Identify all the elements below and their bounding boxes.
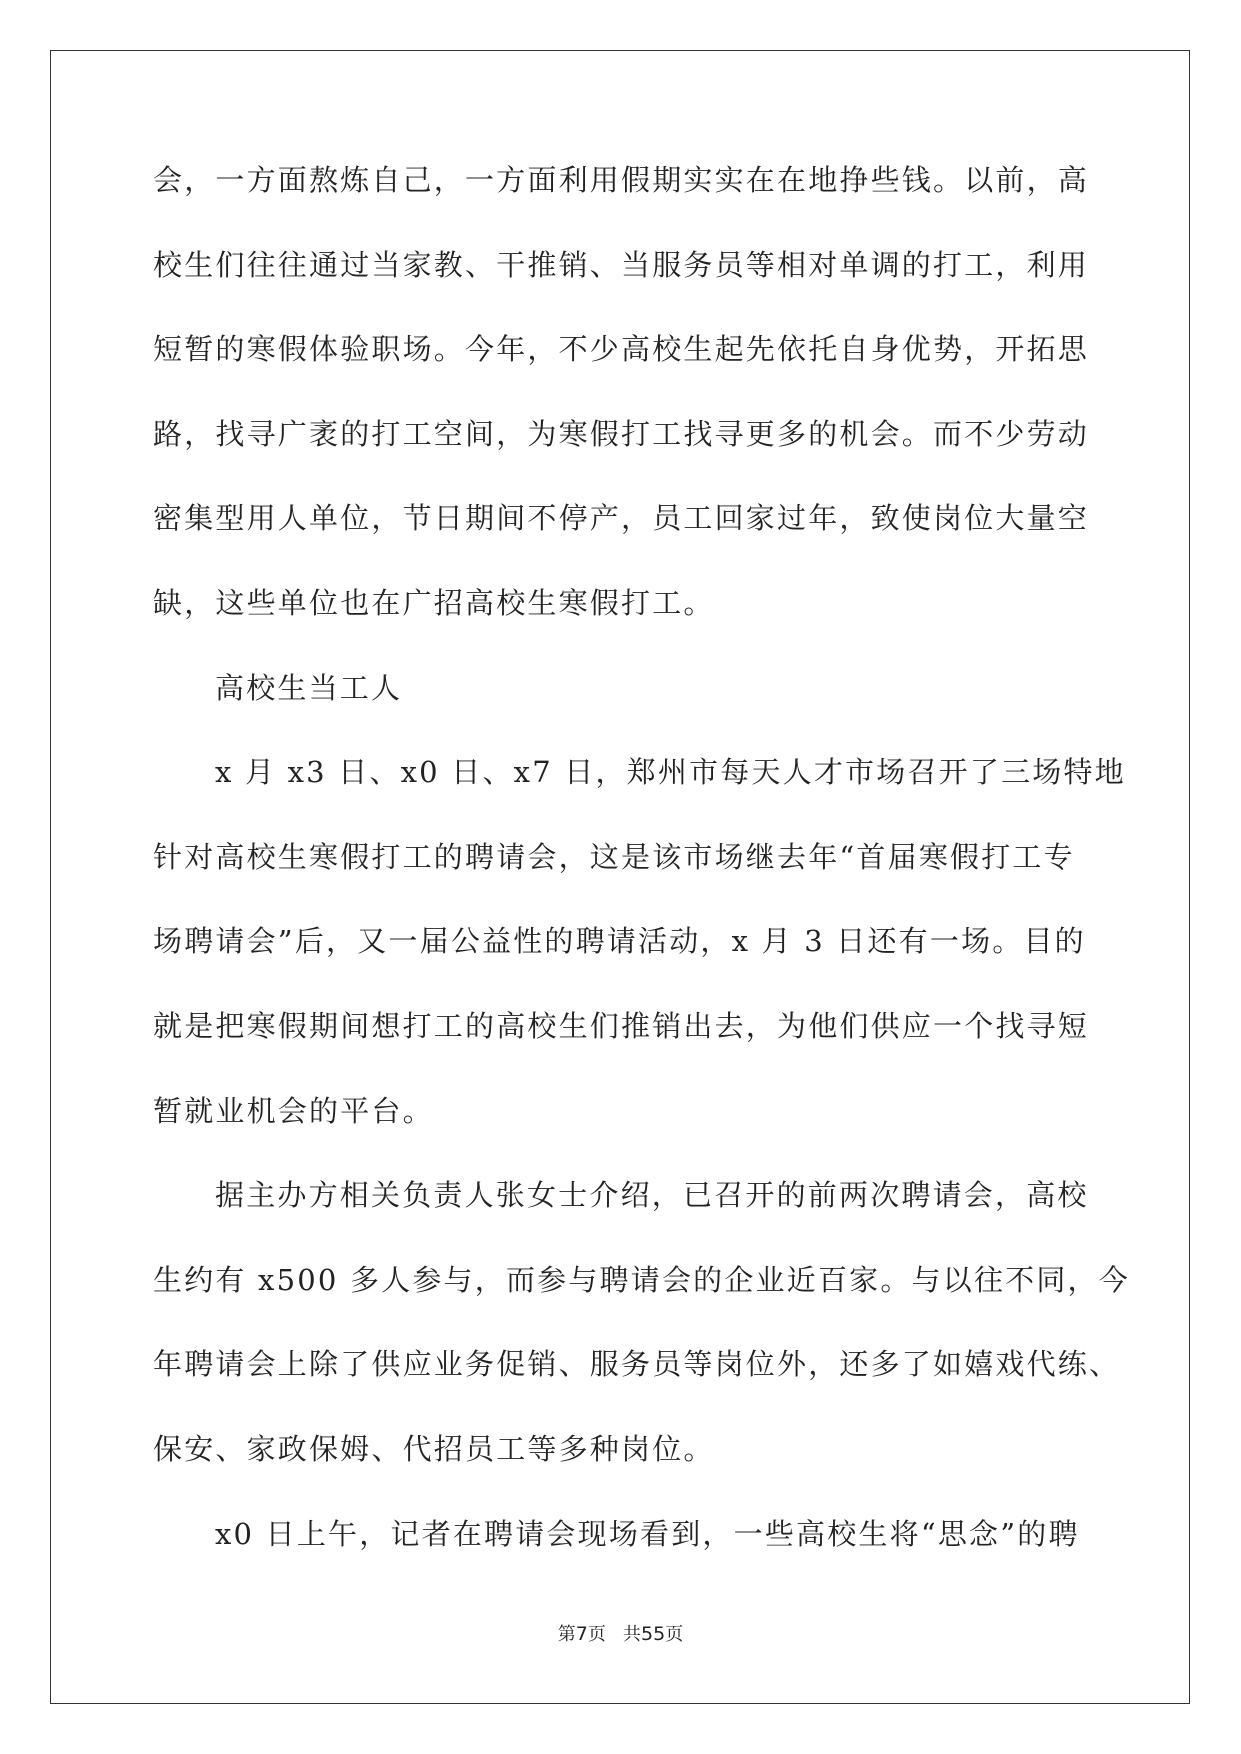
- text-line: 就是把寒假期间想打工的高校生们推销出去，为他们供应一个找寻短: [153, 1008, 1090, 1043]
- text-line: 暂就业机会的平台。: [153, 1093, 434, 1128]
- text-line: 会，一方面熬炼自己，一方面利用假期实实在在地挣些钱。以前，高: [153, 163, 1090, 197]
- total-prefix: 共: [623, 1624, 642, 1645]
- section-heading: 高校生当工人: [215, 670, 403, 705]
- page-footer: [0, 1620, 1241, 1646]
- text-line: 缺，这些单位也在广招高校生寒假打工。: [153, 585, 715, 620]
- page-suffix: 页: [587, 1624, 606, 1645]
- text-line: x 月 x3 日、x0 日、x7 日，郑州市每天人才市场召开了三场特地: [215, 755, 1126, 790]
- text-line: 年聘请会上除了供应业务促销、服务员等岗位外，还多了如嬉戏代练、: [153, 1347, 1121, 1382]
- text-line: 密集型用人单位，节日期间不停产，员工回家过年，致使岗位大量空: [153, 501, 1090, 536]
- text-line: x0 日上午，记者在聘请会现场看到，一些高校生将“思念”的聘: [215, 1516, 1080, 1551]
- text-line: 生约有 x500 多人参与，而参与聘请会的企业近百家。与以往不同，今: [153, 1262, 1130, 1297]
- text-line: 校生们往往通过当家教、干推销、当服务员等相对单调的打工，利用: [153, 247, 1090, 282]
- text-line: 短暂的寒假体验职场。今年，不少高校生起先依托自身优势，开拓思: [153, 332, 1090, 367]
- total-pages: 55: [641, 1623, 666, 1645]
- text-line: 路，找寻广袤的打工空间，为寒假打工找寻更多的机会。而不少劳动: [153, 416, 1090, 451]
- text-line: 保安、家政保姆、代招员工等多种岗位。: [153, 1431, 715, 1466]
- text-line: 针对高校生寒假打工的聘请会，这是该市场继去年“首届寒假打工专: [153, 839, 1075, 874]
- total-suffix: 页: [665, 1624, 684, 1645]
- document-body: [153, 162, 1130, 1600]
- text-line: 据主办方相关负责人张女士介绍，已召开的前两次聘请会，高校: [215, 1178, 1089, 1213]
- page-prefix: 第: [557, 1624, 576, 1645]
- page-number: 7: [575, 1623, 588, 1645]
- text-line: 场聘请会”后，又一届公益性的聘请活动，x 月 3 日还有一场。目的: [153, 924, 1086, 959]
